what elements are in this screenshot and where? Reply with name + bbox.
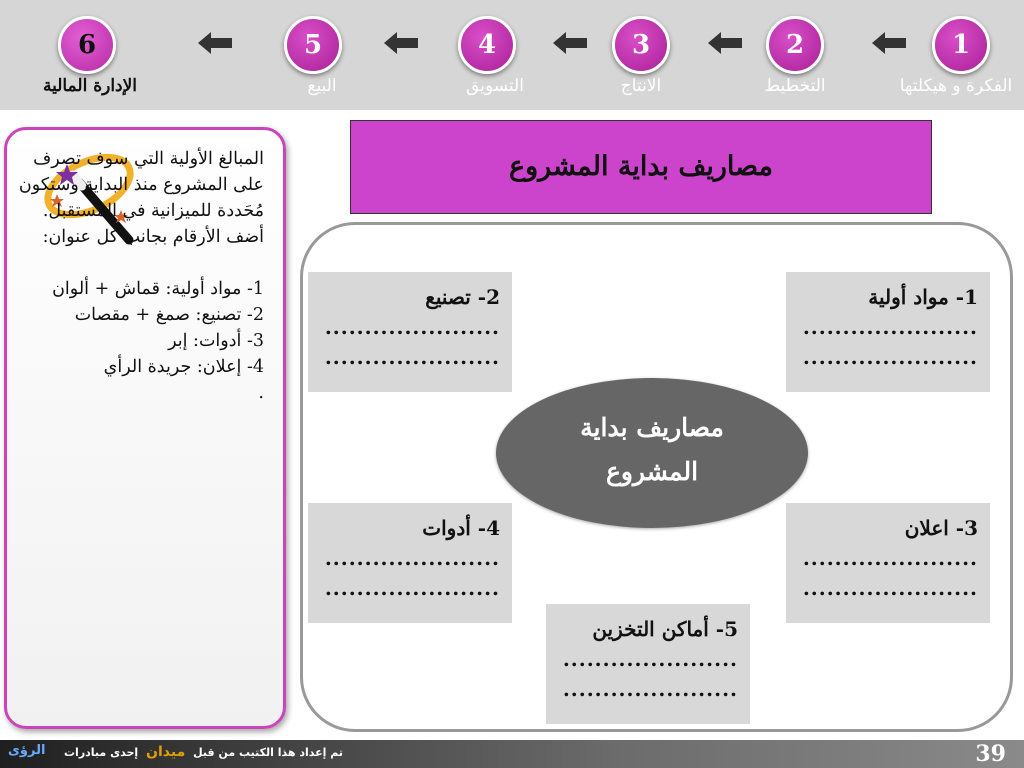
footer-prefix: تم إعداد هذا الكتيب من قبل — [193, 746, 343, 759]
step-4-button[interactable]: 4 — [458, 16, 516, 74]
instructions-prompt: أضف الأرقام بجانب كل عنوان: — [42, 227, 264, 247]
example-item: 3- أدوات: إبر — [168, 331, 264, 351]
raw-materials-entry-2[interactable]: ...................... — [802, 345, 978, 369]
footer-credit — [64, 744, 343, 760]
advertising-title: 3- اعلان — [904, 516, 978, 540]
arrow-left-icon — [553, 32, 587, 54]
manufacturing-entry-1[interactable]: ...................... — [324, 315, 500, 339]
step-4-label[interactable]: التسويق — [466, 76, 524, 96]
step-3-button[interactable]: 3 — [612, 16, 670, 74]
step-6-button[interactable]: 6 — [58, 16, 116, 74]
step-1-label[interactable]: الفكرة و هيكلتها — [899, 76, 1013, 96]
manufacturing-title: 2- تصنيع — [425, 285, 500, 309]
advertising-box[interactable] — [786, 503, 990, 623]
instructions-text — [16, 146, 264, 406]
storage-box[interactable] — [546, 604, 750, 724]
advertising-entry-2[interactable]: ...................... — [802, 576, 978, 600]
step-2-label[interactable]: التخطيط — [764, 76, 826, 96]
steps-bar — [0, 0, 1024, 110]
instructions-paragraph: المبالغ الأولية التي سوف تصرف على المشروع منذ البداية وستكون مُحَددة للميزانية في المستقبل. — [18, 149, 264, 221]
center-topic-label: مصاريف بداية المشروع — [580, 413, 724, 486]
step-3-label[interactable]: الانتاج — [620, 76, 662, 96]
tools-entry-2[interactable]: ...................... — [324, 576, 500, 600]
tools-entry-1[interactable]: ...................... — [324, 546, 500, 570]
trailing-dot: . — [258, 383, 264, 403]
initiative-logo: الرؤى — [8, 743, 46, 758]
step-6-label[interactable]: الإدارة المالية — [42, 76, 138, 96]
arrow-left-icon — [384, 32, 418, 54]
arrow-left-icon — [708, 32, 742, 54]
step-2-button[interactable]: 2 — [766, 16, 824, 74]
example-item: 4- إعلان: جريدة الرأي — [103, 357, 264, 377]
storage-title: 5- أماكن التخزين — [592, 617, 738, 641]
raw-materials-title: 1- مواد أولية — [868, 285, 978, 309]
storage-entry-1[interactable]: ...................... — [562, 647, 738, 671]
footer-suffix: إحدى مبادرات — [64, 746, 139, 759]
page-title-box — [350, 120, 932, 214]
example-item: 2- تصنيع: صمغ + مقصات — [74, 305, 264, 325]
example-item: 1- مواد أولية: قماش + ألوان — [52, 279, 264, 299]
storage-entry-2[interactable]: ...................... — [562, 677, 738, 701]
raw-materials-box[interactable] — [786, 272, 990, 392]
page-title: مصاريف بداية المشروع — [508, 151, 774, 182]
step-5-label[interactable]: البيع — [307, 76, 337, 96]
page-number: 39 — [975, 741, 1006, 767]
footer-bar — [0, 740, 1024, 768]
tools-box[interactable] — [308, 503, 512, 623]
tools-title: 4- أدوات — [422, 516, 500, 540]
step-5-button[interactable]: 5 — [284, 16, 342, 74]
step-1-button[interactable]: 1 — [932, 16, 990, 74]
arrow-left-icon — [872, 32, 906, 54]
center-topic-ellipse — [496, 378, 808, 528]
manufacturing-box[interactable] — [308, 272, 512, 392]
raw-materials-entry-1[interactable]: ...................... — [802, 315, 978, 339]
brand-name: ميدان — [146, 744, 186, 760]
arrow-left-icon — [198, 32, 232, 54]
manufacturing-entry-2[interactable]: ...................... — [324, 345, 500, 369]
advertising-entry-1[interactable]: ...................... — [802, 546, 978, 570]
